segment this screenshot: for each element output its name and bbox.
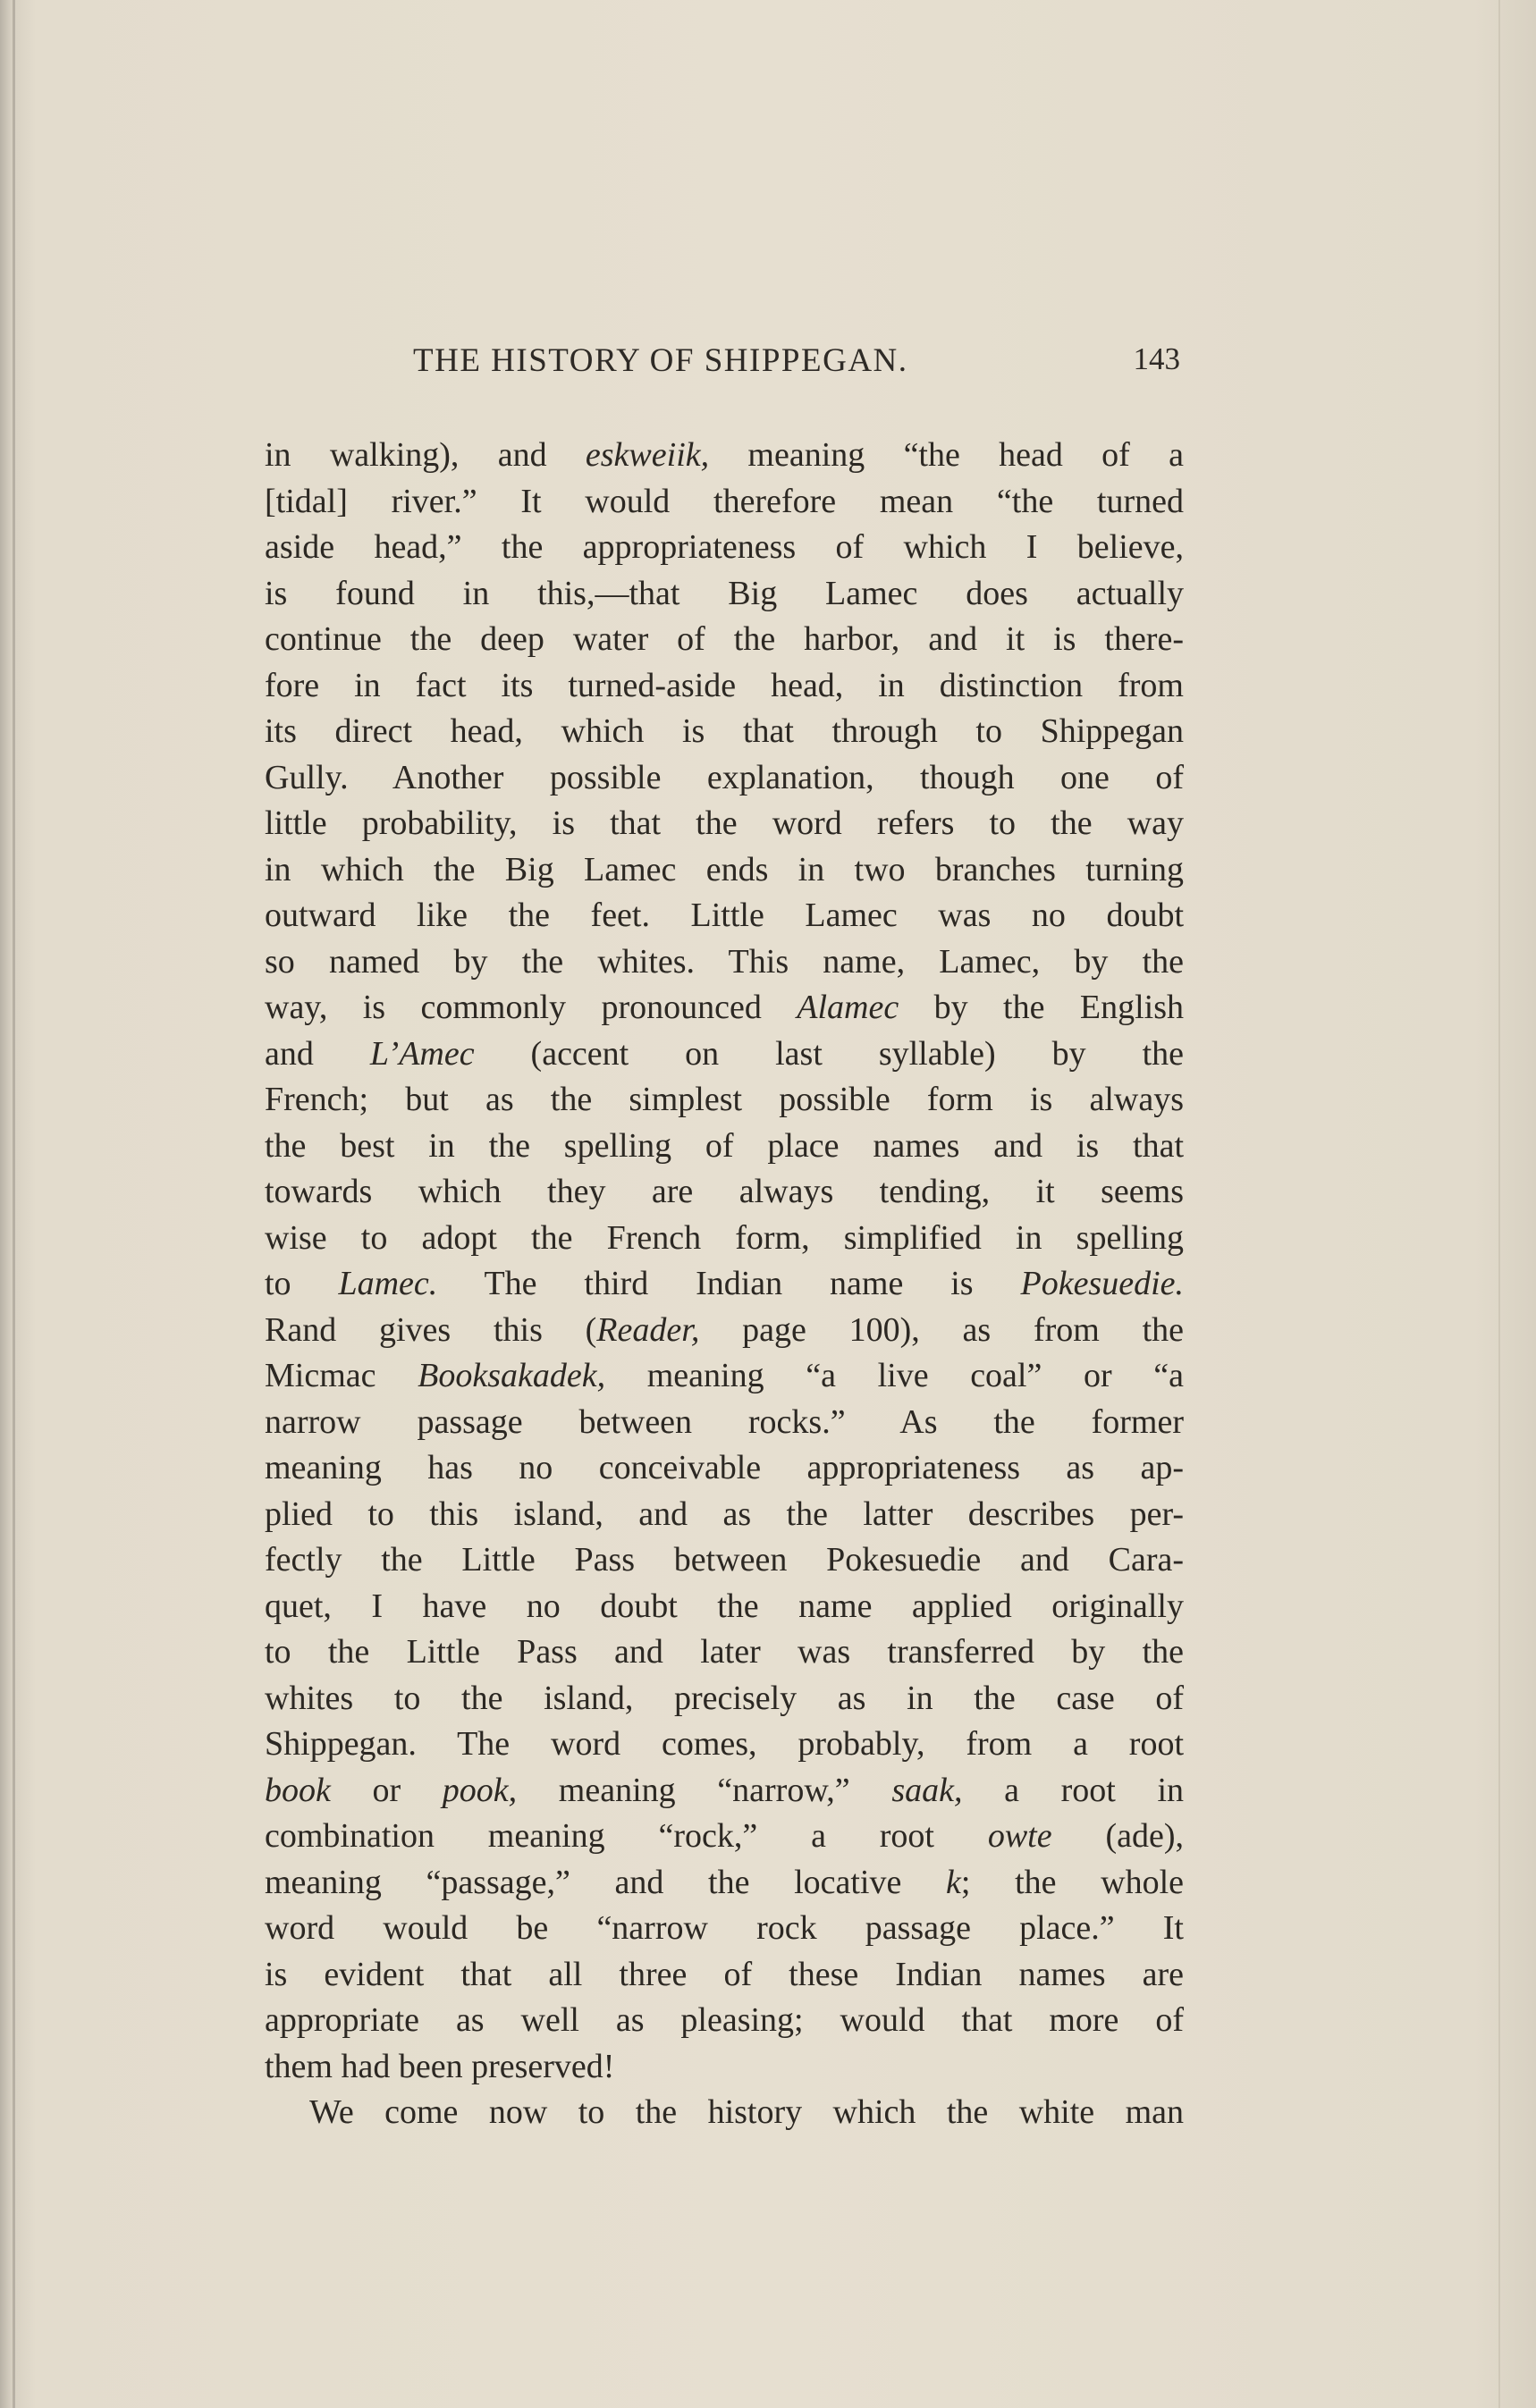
- italic-text: book: [265, 1771, 331, 1809]
- text-run: page 100), as from the: [699, 1310, 1184, 1349]
- text-run: its direct head, which is that through to Shippegan: [265, 712, 1184, 750]
- text-run: meaning “the head of a: [709, 436, 1184, 474]
- text-line: [265, 1676, 1184, 1722]
- italic-text: L’Amec: [369, 1034, 475, 1073]
- text-run: appropriate as well as pleasing; would that more of: [265, 2001, 1184, 2039]
- italic-text: saak,: [891, 1771, 963, 1809]
- text-line: [265, 433, 1184, 479]
- text-run: French; but as the simplest possible form is always: [265, 1081, 1184, 1118]
- text-run: combination meaning “rock,” a root: [265, 1817, 988, 1855]
- text-run: Shippegan. The word comes, probably, from a root: [265, 1725, 1184, 1763]
- text-run: towards which they are always tending, it seems: [265, 1173, 1184, 1210]
- italic-text: Alamec: [797, 989, 899, 1026]
- text-run: so named by the whites. This name, Lamec, by the: [265, 942, 1184, 981]
- text-run: in walking), and: [265, 436, 586, 474]
- text-run: fectly the Little Pass between Pokesuedie and Cara-: [265, 1541, 1184, 1579]
- text-run: little probability, is that the word refers to the way: [265, 804, 1184, 842]
- text-line: [265, 2090, 1184, 2136]
- text-line: [265, 1216, 1184, 1262]
- text-line: [265, 525, 1184, 571]
- text-line: [265, 893, 1184, 939]
- italic-text: Lamec.: [338, 1265, 438, 1302]
- page-edge: [1498, 0, 1500, 2408]
- text-run: by the English: [899, 989, 1184, 1026]
- text-run: quet, I have no doubt the name applied originally: [265, 1587, 1184, 1625]
- text-line: [265, 1031, 1184, 1078]
- text-run: meaning “narrow,”: [517, 1771, 892, 1809]
- text-run: narrow passage between rocks.” As the former: [265, 1402, 1184, 1441]
- text-run: aside head,” the appropriateness of which I believe,: [265, 528, 1184, 566]
- text-line: [265, 1998, 1184, 2044]
- text-line: [265, 571, 1184, 618]
- text-line: [265, 1906, 1184, 1952]
- text-run: Gully. Another possible explanation, though one of: [265, 758, 1184, 796]
- text-run: is found in this,—that Big Lamec does actually: [265, 574, 1184, 612]
- text-line: [265, 479, 1184, 526]
- text-run: and: [265, 1034, 370, 1073]
- italic-text: eskweiik,: [585, 436, 710, 474]
- text-run: or: [330, 1771, 443, 1809]
- text-line: [265, 1353, 1184, 1400]
- text-run: a root in: [962, 1771, 1185, 1809]
- italic-text: pook,: [442, 1771, 518, 1809]
- text-run: Micmac: [265, 1357, 418, 1394]
- text-line: [265, 1400, 1184, 1446]
- text-run: fore in fact its turned-aside head, in distinction from: [265, 666, 1184, 704]
- text-line: [265, 1629, 1184, 1676]
- text-line: [265, 1722, 1184, 1768]
- text-line: [265, 1860, 1184, 1907]
- text-line: [265, 617, 1184, 663]
- text-run: whites to the island, precisely as in the case of: [265, 1679, 1184, 1717]
- text-line: [265, 1077, 1184, 1124]
- text-line: [265, 847, 1184, 894]
- text-line: [265, 1952, 1184, 1999]
- text-line: [265, 1169, 1184, 1216]
- text-run: in which the Big Lamec ends in two branches turning: [265, 850, 1184, 888]
- text-run: plied to this island, and as the latter describes per-: [265, 1494, 1184, 1533]
- text-run: wise to adopt the French form, simplified in spelling: [265, 1218, 1184, 1257]
- italic-text: Reader,: [596, 1310, 700, 1349]
- text-run: is evident that all three of these Indian names are: [265, 1955, 1184, 1993]
- text-line: [265, 1768, 1184, 1814]
- text-run: continue the deep water of the harbor, and it is there-: [265, 620, 1184, 658]
- text-line: [265, 801, 1184, 847]
- text-line: [265, 1537, 1184, 1584]
- page-number: 143: [1133, 341, 1180, 376]
- text-line: [265, 709, 1184, 755]
- text-run: The third Indian name is: [437, 1265, 1021, 1302]
- text-run: ; the whole: [960, 1863, 1184, 1901]
- text-line: [265, 755, 1184, 802]
- text-line: [265, 1124, 1184, 1170]
- running-head-title: THE HISTORY OF SHIPPEGAN.: [413, 342, 908, 379]
- text-run: [tidal] river.” It would therefore mean “the turned: [265, 482, 1184, 520]
- text-line: [265, 1308, 1184, 1354]
- running-head: [413, 341, 1180, 386]
- text-line: [265, 2044, 1184, 2091]
- text-run: (ade),: [1051, 1817, 1184, 1855]
- text-run: meaning “passage,” and the locative: [265, 1863, 946, 1901]
- text-run: them had been preserved!: [265, 2047, 615, 2085]
- italic-text: Pokesuedie.: [1020, 1265, 1185, 1302]
- text-run: to the Little Pass and later was transferred by the: [265, 1633, 1184, 1671]
- text-run: meaning has no conceivable appropriateness as ap-: [265, 1449, 1184, 1486]
- text-run: Rand gives this (: [265, 1310, 597, 1349]
- text-line: [265, 1584, 1184, 1630]
- text-run: word would be “narrow rock passage place.” It: [265, 1909, 1184, 1947]
- text-line: [265, 1261, 1184, 1308]
- text-run: the best in the spelling of place names and is that: [265, 1126, 1184, 1165]
- text-line: [265, 1492, 1184, 1538]
- text-line: [265, 1445, 1184, 1492]
- text-line: [265, 985, 1184, 1031]
- italic-text: owte: [987, 1817, 1052, 1855]
- gutter-shadow: [13, 0, 15, 2408]
- text-run: to: [265, 1265, 339, 1302]
- text-run: meaning “a live coal” or “a: [605, 1357, 1184, 1394]
- italic-text: Booksakadek,: [418, 1357, 606, 1394]
- text-line: [265, 939, 1184, 986]
- italic-text: k: [946, 1863, 961, 1901]
- text-run: We come now to the history which the white man: [309, 2093, 1184, 2131]
- body-text: [265, 433, 1184, 2136]
- text-line: [265, 663, 1184, 710]
- text-run: outward like the feet. Little Lamec was no doubt: [265, 897, 1184, 934]
- text-run: (accent on last syllable) by the: [474, 1034, 1185, 1073]
- text-line: [265, 1814, 1184, 1860]
- text-run: way, is commonly pronounced: [265, 989, 798, 1026]
